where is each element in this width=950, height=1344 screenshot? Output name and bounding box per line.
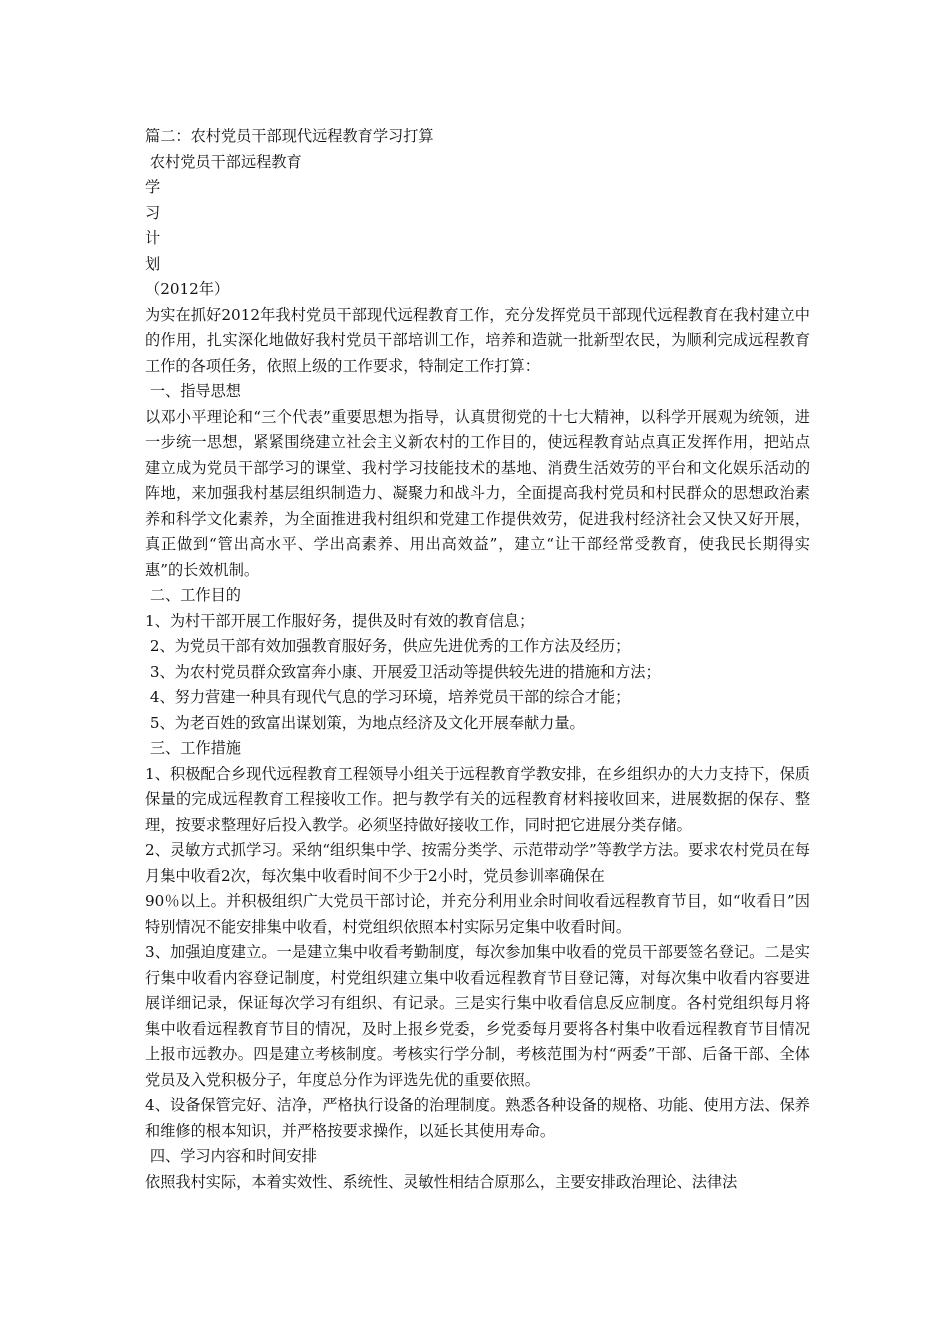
section-paragraph: 依照我村实际，本着实效性、系统性、灵敏性相结合原那么，主要安排政治理论、法律法 — [145, 1172, 738, 1191]
document-page — [145, 124, 810, 1195]
section-paragraph: 90％以上。并积极组织广大党员干部讨论，并充分利用业余时间收看远程教育节目，如“收看日”因特别情况不能安排集中收看，村党组织依照本村实际另定集中收看时间。 — [145, 892, 810, 936]
intro-paragraph: 为实在抓好2012年我村党员干部现代远程教育工作，充分发挥党员干部现代远程教育在我村建立中的作用，扎实深化地做好我村党员干部培训工作，培养和造就一批新型农民，为顺利完成远程教育工作的各项任务，依照上级的工作要求，特制定工作打算： — [145, 305, 810, 375]
section-paragraph: 4、设备保管完好、洁净，严格执行设备的治理制度。熟悉各种设备的规格、功能、使用方法、保养和维修的根本知识，并严格按要求操作，以延长其使用寿命。 — [145, 1096, 810, 1140]
vertical-char: 习 — [145, 203, 161, 222]
list-item: 2、为党员干部有效加强教育服好务，供应先进优秀的工作方法及经历； — [145, 637, 631, 655]
section-paragraph: 以邓小平理论和“三个代表”重要思想为指导，认真贯彻党的十七大精神，以科学开展观为统领，进一步统一思想，紧紧围绕建立社会主义新农村的工作目的，使远程教育站点真正发挥作用，把站点建立成为党员干部学习的课堂、我村学习技能技术的基地、消费生活效劳的平台和文化娱乐活动的阵地，来加强我村基层组织制造力、凝聚力和战斗力，全面提高我村党员和村民群众的思想政治素养和科学文化素养，为全面推进我村组织和党建工作提供效劳，促进我村经济社会又快又好开展，真正做到“管出高水平、学出高素养、用出高效益”，建立“让干部经常受教育，使我民长期得实惠”的长效机制。 — [145, 407, 810, 579]
list-item: 3、为农村党员群众致富奔小康、开展爱卫活动等提供较先进的措施和方法； — [145, 662, 661, 681]
list-item: 5、为老百姓的致富出谋划策，为地点经济及文化开展奉献力量。 — [145, 713, 585, 732]
list-item: 1、为村干部开展工作服好务，提供及时有效的教育信息； — [145, 611, 535, 630]
section-heading: 一、指导思想 — [145, 382, 241, 400]
section-heading: 二、工作目的 — [145, 586, 241, 604]
section-paragraph: 1、积极配合乡现代远程教育工程领导小组关于远程教育学教安排，在乡组织办的大力支持下，保质保量的完成远程教育工程接收工作。把与教学有关的远程教育材料接收回来，进展数据的保存、整理，按要求整理好后投入教学。必须坚持做好接收工作，同时把它进展分类存储。 — [145, 764, 810, 834]
vertical-char: 学 — [145, 178, 161, 196]
section-paragraph: 3、加强迫度建立。一是建立集中收看考勤制度，每次参加集中收看的党员干部要签名登记。二是实行集中收看内容登记制度，村党组织建立集中收看远程教育节目登记簿，对每次集中收看内容要进展详细记录，保证每次学习有组织、有记录。三是实行集中收看信息反应制度。各村党组织每月将集中收看远程教育节目的情况，及时上报乡党委，乡党委每月要将各村集中收看远程教育节目情况上报市远教办。四是建立考核制度。考核实行学分制，考核范围为村“两委”干部、后备干部、全体党员及入党积极分子，年度总分作为评选先优的重要依照。 — [145, 943, 810, 1089]
document-year: （2012年） — [145, 280, 230, 298]
section-heading: 三、工作措施 — [145, 739, 241, 757]
document-title: 篇二：农村党员干部现代远程教育学习打算 — [145, 127, 434, 145]
section-paragraph: 2、灵敏方式抓学习。采纳“组织集中学、按需分类学、示范带动学”等教学方法。要求农村党员在每月集中收看2次，每次集中收看时间不少于2小时，党员参训率确保在 — [145, 841, 810, 885]
list-item: 4、努力营建一种具有现代气息的学习环境，培养党员干部的综合才能； — [145, 688, 631, 706]
vertical-char: 划 — [145, 254, 161, 273]
vertical-char: 计 — [145, 229, 161, 247]
section-heading: 四、学习内容和时间安排 — [145, 1147, 317, 1165]
document-subtitle: 农村党员干部远程教育 — [145, 152, 302, 171]
